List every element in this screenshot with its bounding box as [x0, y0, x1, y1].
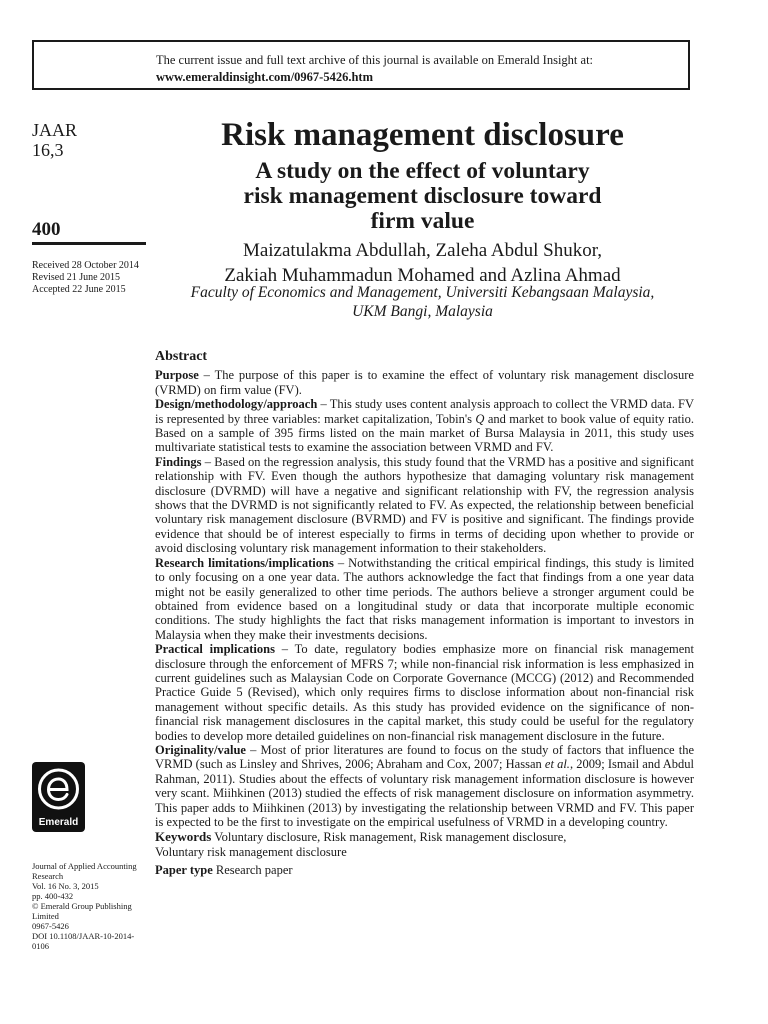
purpose-label: Purpose — [155, 368, 199, 383]
practical-label: Practical implications — [155, 642, 275, 657]
affiliation-line: Faculty of Economics and Management, Universiti Kebangsaan Malaysia, — [190, 284, 655, 301]
purpose-text: – The purpose of this paper is to examine the effect of voluntary risk management disclosure (VRMD) on firm value (FV). — [155, 368, 694, 397]
author-affiliation — [150, 283, 695, 321]
date-revised: Revised 21 June 2015 — [32, 272, 121, 283]
page-number-rule — [32, 242, 146, 245]
abstract-design — [155, 397, 694, 455]
design-text: – This study uses content analysis approach to collect the VRMD data. FV is represented by three variables: market capitalization, Tobin's — [155, 397, 694, 426]
abstract-practical — [155, 642, 694, 743]
article-subtitle — [150, 159, 695, 234]
paper-type-label: Paper type — [155, 863, 213, 878]
journal-volume-issue: 16,3 — [32, 140, 64, 160]
keywords-label: Keywords — [155, 829, 212, 845]
paper-type-value: Research paper — [212, 863, 293, 878]
date-received: Received 28 October 2014 — [32, 260, 139, 271]
journal-code — [32, 120, 77, 160]
tobins-q: Q — [475, 411, 485, 426]
abstract-heading: Abstract — [155, 349, 208, 364]
affiliation-line: UKM Bangi, Malaysia — [352, 303, 493, 320]
volume-info: Vol. 16 No. 3, 2015 — [32, 881, 99, 891]
paper-type — [155, 863, 694, 877]
article-title: Risk management disclosure — [221, 117, 624, 153]
limitations-label: Research limitations/implications — [155, 555, 334, 570]
subtitle-line: firm value — [370, 208, 475, 234]
et-al: et al. — [544, 757, 570, 772]
practical-text: – To date, regulatory bodies emphasize more on financial risk management disclosure through the enforcement of MFRS 7; while non-financial risk information is less emphasized in current guidelines such as Malaysian Code on Corporate Governance (MCCG) (2012) and Recommended Practice Guide 5 (Revised), which only requires firms to disclose information about non-financial risk management without specific details. As this study has provided evidence on the significance of non-financial risk management disclosures in the capital market, this study could be useful for the regulatory bodies to develop more detailed guidelines on non-financial risk management disclosure in the future. — [155, 642, 694, 743]
abstract-limitations — [155, 556, 694, 642]
keywords-line: Voluntary risk management disclosure — [155, 844, 347, 859]
journal-abbrev: JAAR — [32, 120, 78, 140]
keywords-line: Voluntary disclosure, Risk management, Risk management disclosure, — [211, 830, 567, 845]
copyright: © Emerald Group Publishing Limited — [32, 901, 132, 921]
originality-label: Originality/value — [155, 742, 246, 757]
emerald-logo — [32, 762, 85, 832]
findings-label: Findings — [155, 454, 202, 469]
emerald-wordmark: Emerald — [38, 817, 79, 828]
submission-dates — [32, 260, 139, 296]
design-text-cont: and market to book value of equity ratio. Based on a sample of 395 firms listed on the main market of Bursa Malaysia in 2011, this study uses multivariate statistical tests to examine the association between VRMD and FV. — [155, 411, 694, 455]
abstract-originality — [155, 743, 694, 829]
issn: 0967-5426 — [32, 921, 69, 931]
archive-notice-box — [32, 40, 690, 90]
findings-text: – Based on the regression analysis, this study found that the VRMD has a positive and significant relationship with FV. Even though the authors hypothesize that damaging voluntary risk management disclosure (DVRMD) will have a negative and significant relationship with FV, the regression analysis shows that the DVRMD is not significantly related to FV. As expected, the relationship between beneficial voluntary risk management disclosure (BVRMD) and FV is positive and significant. The findings provide evidence that should be of interest especially to firms in terms of deciding upon whether to provide or avoid disclosing voluntary risk management information to their stakeholders. — [155, 454, 694, 556]
emerald-e-icon — [32, 764, 85, 816]
author-line: Zakiah Muhammadun Mohamed and Azlina Ahmad — [224, 265, 621, 286]
originality-text: – Most of prior literatures are found to focus on the study of factors that influence the VRMD (such as Linsley and Shrives, 2006; Abraham and Cox, 2007; Hassan — [155, 742, 694, 772]
archive-notice-text: The current issue and full text archive of this journal is available on Emerald Insight at: — [156, 53, 594, 67]
design-label: Design/methodology/approach — [155, 397, 318, 412]
author-line: Maizatulakma Abdullah, Zaleha Abdul Shukor, — [242, 240, 603, 261]
publication-info — [32, 861, 150, 951]
doi[interactable]: DOI 10.1108/JAAR-10-2014-0106 — [32, 931, 135, 951]
journal-name-cont: Research — [32, 871, 64, 881]
abstract-section — [155, 350, 694, 878]
abstract-findings — [155, 455, 694, 556]
page-range: pp. 400-432 — [32, 891, 74, 901]
page-number: 400 — [32, 219, 61, 240]
keywords — [155, 830, 694, 859]
abstract-purpose — [155, 368, 694, 397]
subtitle-line: A study on the effect of voluntary — [255, 158, 590, 184]
originality-text-cont: , 2009; Ismail and Abdul Rahman, 2011). Studies about the effects of voluntary risk management information disclosure is however very scant. Miihkinen (2013) studied the effects of risk management disclosure on information asymmetry. This paper adds to Miihkinen (2013) by investigating the relationship between VRMD and FV. This paper is expected to be the first to investigate on the empirical usefulness of VRMD in a developing country. — [155, 757, 695, 829]
journal-name: Journal of Applied Accounting — [32, 861, 137, 871]
author-list — [150, 238, 695, 288]
limitations-text: – Notwithstanding the critical empirical findings, this study is limited to only focusing on a one year data. The authors acknowledge the fact that findings from a one year data might not be easily generalized to other time periods. The authors believe a stronger argument could be obtained from evidence based on a longitudinal study or data that incorporate multiple economic conditions. The study highlights the fact that risks management information is important to investors in Malaysia when they make their investments decisions. — [155, 555, 694, 642]
archive-url[interactable]: www.emeraldinsight.com/0967-5426.htm — [156, 70, 373, 84]
date-accepted: Accepted 22 June 2015 — [32, 284, 126, 295]
subtitle-line: risk management disclosure toward — [243, 183, 602, 209]
